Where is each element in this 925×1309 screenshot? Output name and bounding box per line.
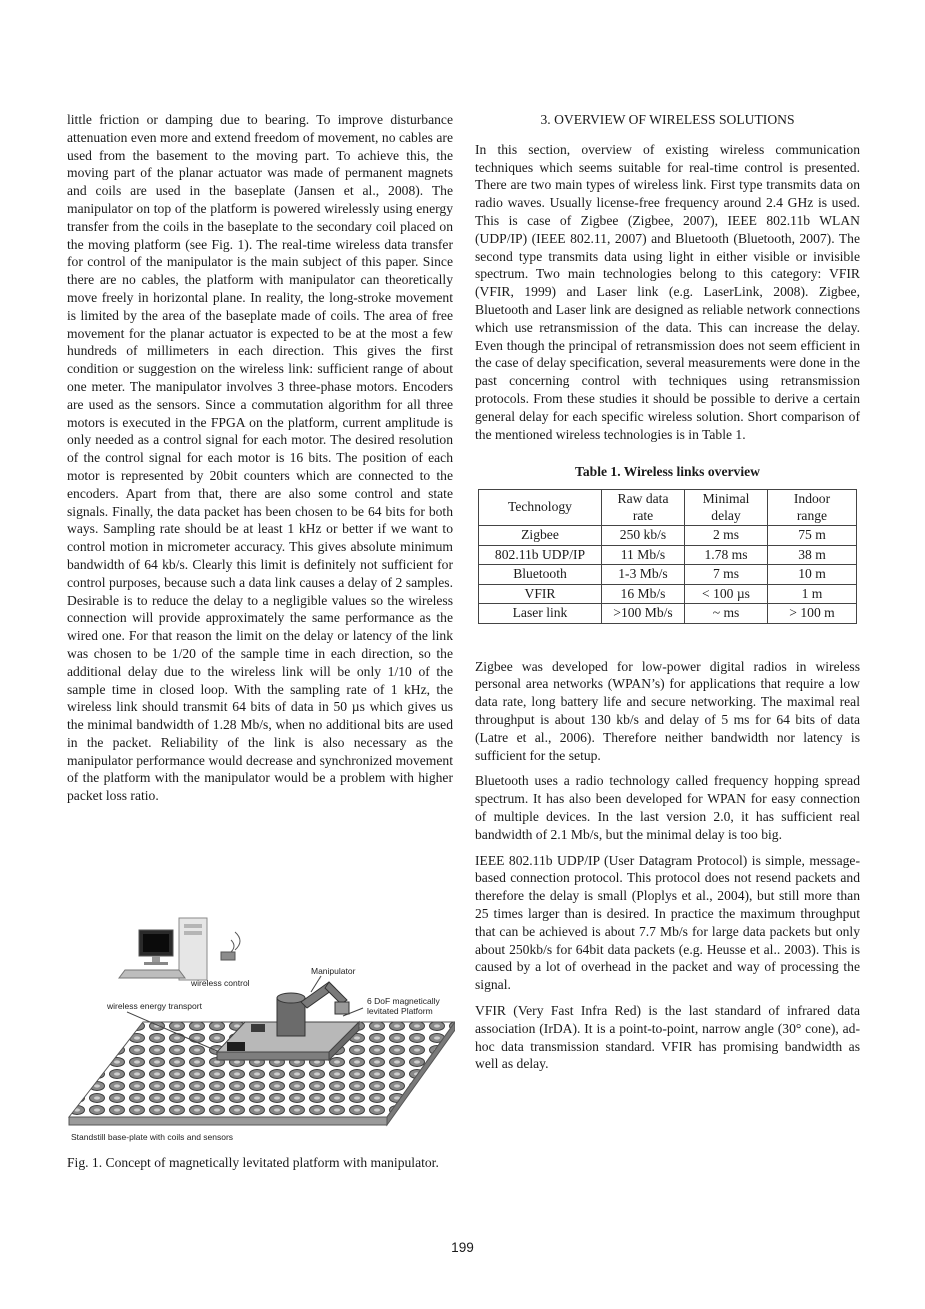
section-intro: In this section, overview of existing wireless communication techniques which seems suitable for real-time control is presented. There are two main types of wireless link. First type transmits data on radio waves. Usually license-free frequency around 2.4 GHz is used. This is case of Zigbee (Zigbee, 2007), IEEE 802.11b WLAN (UDP/IP) (IEEE 802.11, 2007) and Bluetooth (Bluetooth, 2007). The second type transmits data using light in either visible or invisible spectrum. Two main technologies belong to this category: VFIR (VFIR, 1999) and Laser link (e.g. LaserLink, 2008). Zigbee, Bluetooth and Laser link are designed as reliable network connections which use retransmission of the data. This can increase the delay. Even though the principal of retransmission does not seem efficient in the case of delay specification, several measurements were done in the past concerning control with techniques using retransmission protocols. From these studies it should be possible to derive a certain general delay for each specific wireless solution. Short comparison of the mentioned wireless technologies is in Table 1. [475, 141, 860, 442]
label-baseplate: Standstill base-plate with coils and sensors [71, 1132, 234, 1142]
table-row: Zigbee 250 kb/s 2 ms 75 m [479, 526, 857, 546]
header-raw-data-rate: Raw data rate [602, 490, 685, 526]
computer-monitor [139, 930, 173, 965]
page-number: 199 [451, 1240, 474, 1255]
platform-illustration [67, 912, 455, 1142]
antenna-box [221, 952, 235, 960]
wireless-links-table [478, 489, 857, 624]
paragraph-bluetooth: Bluetooth uses a radio technology called frequency hopping spread spectrum. It has also been developed for WPAN for easy connection of multiple devices. In the last version 2.0, it has sufficient real bandwidth of 2.1 Mb/s, but the minimal delay is too big. [475, 773, 860, 842]
technology-descriptions [475, 658, 860, 1074]
paragraph-zigbee: Zigbee was developed for low-power digital radios in wireless personal area networks (WPAN’s) for applications that require a low data rate, long battery life and secure networking. The maximal real throughput is about 130 kb/s and delay of 5 ms for 64 bits of data (Latre et al., 2006). Therefore neither bandwidth nor latency is sufficient for the setup. [475, 658, 860, 763]
table-title: Table 1. Wireless links overview [575, 464, 760, 480]
table-row: Bluetooth 1-3 Mb/s 7 ms 10 m [479, 565, 857, 585]
label-manipulator: Manipulator [311, 966, 356, 976]
left-column [67, 111, 453, 805]
table-row: Laser link >100 Mb/s ~ ms > 100 m [479, 604, 857, 624]
header-indoor-range: Indoor range [768, 490, 857, 526]
figure-caption: Fig. 1. Concept of magnetically levitated platform with manipulator. [67, 1155, 439, 1170]
paragraph-ieee: IEEE 802.11b UDP/IP (User Datagram Protocol) is simple, message-based connection protocol. This protocol does not resend packets and therefore the delay is small (Ploplys et al., 2004), but still more than 25 times larger than is desired. In practice the maximum throughput that can be achieved is about 7.7 Mb/s for large data packets but only about 250kb/s for 64bit data packets (e.g. Heusse et al.. 2003). This is caused by a lot of overhead in the packet and way of processing the signal. [475, 852, 860, 993]
paragraph-vfir: VFIR (Very Fast Infra Red) is the last standard of infrared data association (IrDA). It is a point-to-point, narrow angle (30° cone), ad-hoc data transmission standard. VFIR has promising bandwidth as well as delay. [475, 1002, 860, 1072]
table-header-row [479, 490, 857, 526]
label-wireless-control: wireless control [191, 978, 250, 988]
figure-1 [67, 912, 455, 1142]
computer-tower [179, 918, 207, 980]
label-platform-1: 6 DoF magnetically [367, 996, 440, 1006]
header-technology: Technology [479, 490, 602, 526]
baseplate-side [69, 1117, 387, 1125]
table-row: 802.11b UDP/IP 11 Mb/s 1.78 ms 38 m [479, 545, 857, 565]
section-heading: 3. OVERVIEW OF WIRELESS SOLUTIONS [540, 112, 795, 127]
right-column [475, 111, 860, 1073]
header-minimal-delay: Minimal delay [685, 490, 768, 526]
table-row: VFIR 16 Mb/s < 100 µs 1 m [479, 584, 857, 604]
left-paragraph: little friction or damping due to bearing. To improve disturbance attenuation even more and extend freedom of movement, no cables are used from the basement to the moving part. To achieve this, the moving part of the planar actuator was made of permanent magnets and coils are used in the baseplate (Jansen et al., 2008). The manipulator on top of the platform is powered wirelessly using energy transfer from the coils in the baseplate to the secondary coil placed on the moving platform (see Fig. 1). The real-time wireless data transfer for control of the manipulator is the main subject of this paper. Since there are no cables, the platform with manipulator can theoretically move freely in horizontal plane. In reality, the long-stroke movement is limited by the area of the baseplate made of coils. The area of free movement for the planar actuator is expected to be at the most a few hundreds of millimeters in each direction. This gives the first condition or suggestion on the wireless link: sufficient range of about one meter. The manipulator involves 3 three-phase motors. Encoders are used as the sensors. Since a commutation algorithm for all three motors is executed in the FPGA on the platform, current amplitude is only needed as a control signal for each motor. The desired resolution of the control signal for each motor is 16 bits. The position of each motor is represented by 20bit counters which are connected to the encoders. Apart from that, there are also some control and state signals. Finally, the data packet has been chosen to be 64 bits for both ways. Sampling rate should be at least 1 kHz or better if we want to control motion in micrometer accuracy. This gives absolute minimum bandwidth of 64 kb/s. Clearly this limit is definitely not sufficient for control purposes, because such a data link causes a delay of 2 samples. Desirable is to reduce the delay to a negligible values so the wireless connection will provide approximately the same performance as the wired one. For that reason the limit on the delay or latency of the link was chosen to be 1/20 of the sample time in each direction, so the additional delay due to the wireless link will be only 1/10 of the sample time in closed loop. With the sampling rate of 1 kHz, the wireless link should transmit 64 bits of data in 50 µs which gives us the minimal bandwidth of 1.28 Mb/s, when no additional bits are used in the packet. Reliability of the link is also necessary as the manipulator performance would decrease and synchronized movement of the platform with the manipulator would be a problem with higher packet loss ratio. [67, 112, 453, 804]
label-platform-2: levitated Platform [367, 1006, 433, 1016]
label-energy-transport: wireless energy transport [107, 1001, 202, 1011]
